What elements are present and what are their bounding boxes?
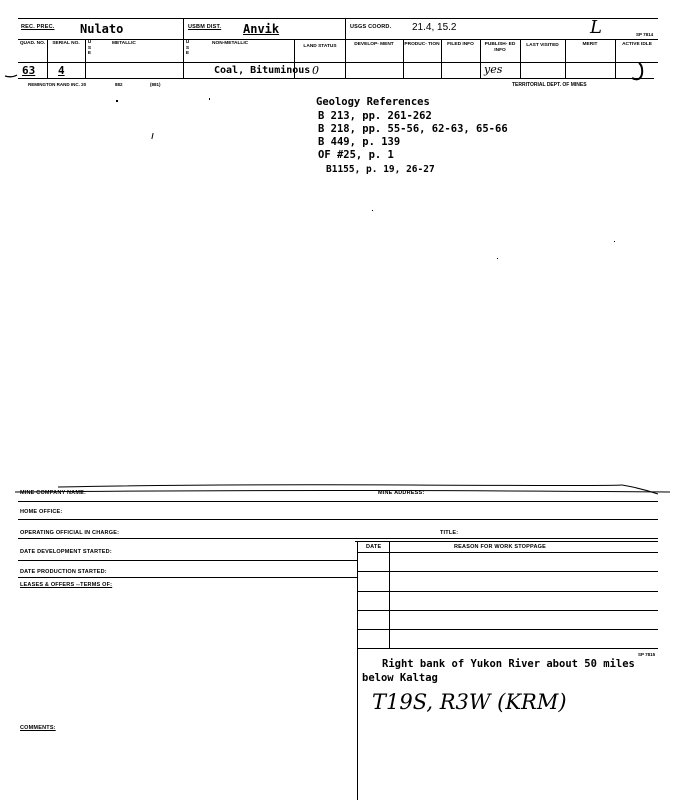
col-use-metallic: U S E <box>87 40 92 56</box>
stray-dot <box>116 100 118 102</box>
location-note: Right bank of Yukon River about 50 miles below Kaltag <box>362 658 635 684</box>
mine-company-name-label: MINE COMPANY NAME: <box>20 490 87 496</box>
col-use-nonmetallic: U S E <box>185 40 190 56</box>
col-merit: MERIT <box>582 42 598 47</box>
rule <box>18 519 658 520</box>
stray-dot <box>614 241 615 242</box>
form-code-1: 882 <box>115 82 123 87</box>
rule <box>18 560 357 561</box>
reference-item: B1155, p. 19, 26-27 <box>326 164 435 175</box>
divider <box>85 39 86 78</box>
col-land-status: LAND STATUS <box>303 44 337 49</box>
rule <box>18 501 658 502</box>
references-title: Geology References <box>316 96 430 108</box>
reference-item: B 449, p. 139 <box>318 136 401 148</box>
top-right-mark: L <box>590 17 602 38</box>
divider <box>345 18 346 78</box>
value-land-status: 0 <box>312 64 319 77</box>
form-code-2: (881) <box>150 82 161 87</box>
header-col-rule <box>18 62 658 63</box>
reference-item: B 213, pp. 261-262 <box>318 110 432 122</box>
stray-mark <box>151 133 153 139</box>
date-column-header: DATE <box>366 544 382 550</box>
col-last-visited: LAST VISITED <box>526 43 559 48</box>
col-filed-info: FILED INFO <box>447 42 474 47</box>
top-wavy-line <box>10 478 670 502</box>
rule <box>18 577 357 578</box>
title-label: TITLE: <box>440 530 459 536</box>
table-date-divider <box>389 541 390 648</box>
col-published-info: PUBLISH- ED INFO <box>484 42 516 53</box>
usbm-dist-value: Anvik <box>243 22 280 36</box>
stray-dot <box>209 98 210 100</box>
rule <box>357 552 658 553</box>
value-non-metallic: Coal, Bituminous <box>214 65 311 76</box>
usgs-coord-value: 21.4, 15.2 <box>412 22 457 33</box>
leases-label: LEASES & OFFERS --TERMS OF: <box>20 582 113 588</box>
reference-item: B 218, pp. 55-56, 62-63, 65-66 <box>318 123 508 135</box>
col-metallic: METALLIC <box>112 41 136 46</box>
usbm-dist-label: USBM DIST. <box>188 24 222 30</box>
reason-column-header: REASON FOR WORK STOPPAGE <box>454 544 546 550</box>
comments-label: COMMENTS: <box>20 725 56 731</box>
date-production-label: DATE PRODUCTION STARTED: <box>20 569 107 575</box>
rec-prec-value: Nulato <box>80 22 124 36</box>
value-quad-no: 63 <box>22 64 36 77</box>
header-mid-rule <box>18 39 658 40</box>
curve-mark-left <box>0 64 20 84</box>
printer-imprint: REMINGTON RAND INC. 20 <box>28 82 87 87</box>
form-number-top: SP 7814 <box>636 32 654 37</box>
header-bottom-rule <box>18 78 654 79</box>
table-left-border <box>357 541 358 800</box>
divider <box>183 18 184 78</box>
col-non-metallic: NON-METALLIC <box>212 41 249 46</box>
rule <box>357 610 658 611</box>
value-published-info: yes <box>484 63 503 76</box>
stray-dot <box>372 210 373 211</box>
territorial-dept: TERRITORIAL DEPT. OF MINES <box>512 82 587 88</box>
value-serial-no: 4 <box>58 64 65 77</box>
usgs-coord-label: USGS COORD. <box>350 24 392 30</box>
operating-official-label: OPERATING OFFICIAL IN CHARGE: <box>20 530 120 536</box>
form-number-bottom: SP 7815 <box>638 652 656 657</box>
col-development: DEVELOP- MENT <box>354 42 394 47</box>
stray-dot <box>497 258 498 259</box>
rule <box>357 648 658 649</box>
rule <box>357 629 658 630</box>
checkmark-icon <box>628 60 658 84</box>
mine-address-label: MINE ADDRESS: <box>378 490 425 496</box>
reference-item: OF #25, p. 1 <box>318 149 394 161</box>
col-quad-no: QUAD. NO. <box>19 41 46 46</box>
date-development-label: DATE DEVELOPMENT STARTED: <box>20 549 112 555</box>
rule <box>355 541 658 542</box>
home-office-label: HOME OFFICE: <box>20 509 63 515</box>
rule <box>18 538 658 539</box>
header-top-rule <box>18 18 658 19</box>
col-serial-no: SERIAL NO. <box>52 41 80 46</box>
rule <box>357 591 658 592</box>
handwritten-township: T19S, R3W (KRM) <box>372 690 567 714</box>
rec-prec-label: REC. PREC. <box>21 24 55 30</box>
col-production: PRODUC- TION <box>404 42 440 47</box>
rule <box>357 571 658 572</box>
col-active-idle: ACTIVE IDLE <box>622 42 652 47</box>
